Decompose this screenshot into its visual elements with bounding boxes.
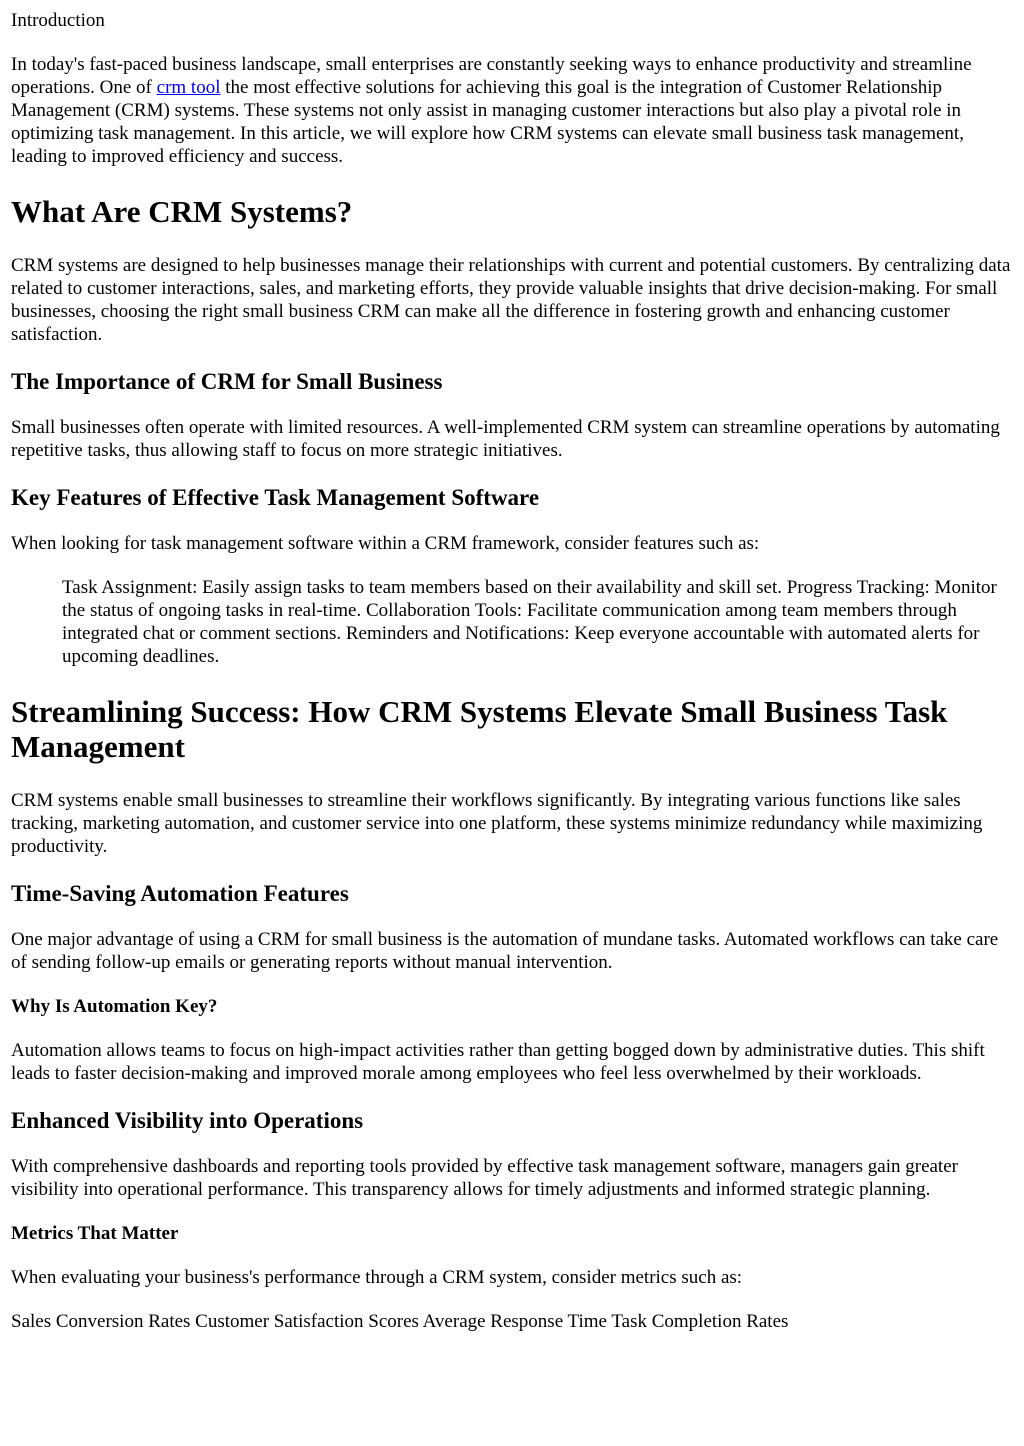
heading-why-automation-key: Why Is Automation Key? — [11, 996, 218, 1017]
heading-streamlining-success: Streamlining Success: How CRM Systems Elevate Small Business Task Management — [11, 694, 948, 764]
paragraph-streamlining-success: CRM systems enable small businesses to streamline their workflows significantly. By integrating various functions like sales tracking, marketing automation, and customer service into one platform, these systems minimize redundancy while maximizing productivity. — [11, 790, 983, 857]
paragraph-importance-of-crm: Small businesses often operate with limited resources. A well-implemented CRM system can streamline operations by automating repetitive tasks, thus allowing staff to focus on more strategic initiatives. — [11, 417, 1000, 461]
paragraph-enhanced-visibility: With comprehensive dashboards and reporting tools provided by effective task management software, managers gain greater visibility into operational performance. This transparency allows for timely adjustments and informed strategic planning. — [11, 1156, 958, 1200]
intro-label: Introduction — [11, 10, 105, 31]
heading-metrics-that-matter: Metrics That Matter — [11, 1223, 179, 1244]
paragraph-time-saving-automation: One major advantage of using a CRM for small business is the automation of mundane tasks. Automated workflows can take care of sending follow-up emails or generating reports without manual intervention. — [11, 929, 999, 973]
heading-key-features: Key Features of Effective Task Management Software — [11, 485, 540, 510]
paragraph-what-are-crm-systems: CRM systems are designed to help businesses manage their relationships with current and potential customers. By centralizing data related to customer interactions, sales, and marketing efforts, they provide valuable insights that drive decision-making. For small businesses, choosing the right small business CRM can make all the difference in fostering growth and enhancing customer satisfaction. — [11, 255, 1011, 345]
intro-text-after-link: the most effective solutions for achieving this goal is the integration of Customer Relationship Management (CRM) systems. These systems not only assist in managing customer interactions but also play a pivotal role in optimizing task management. In this article, we will explore how CRM systems can elevate small business task management, leading to improved efficiency and success. — [11, 77, 964, 167]
paragraph-metrics-that-matter: When evaluating your business's performance through a CRM system, consider metrics such as: — [11, 1267, 743, 1288]
heading-time-saving-automation: Time-Saving Automation Features — [11, 881, 349, 906]
intro-text-before-link: In today's fast-paced business landscape, small enterprises are constantly seeking ways to enhance productivity and streamline operations. One of — [11, 54, 972, 98]
paragraph-key-features: When looking for task management software within a CRM framework, consider features such as: — [11, 533, 760, 554]
paragraph-why-automation-key: Automation allows teams to focus on high-impact activities rather than getting bogged down by administrative duties. This shift leads to faster decision-making and improved morale among employees who feel less overwhelmed by their workloads. — [11, 1040, 985, 1084]
heading-enhanced-visibility: Enhanced Visibility into Operations — [11, 1108, 364, 1133]
metrics-list-line: Sales Conversion Rates Customer Satisfaction Scores Average Response Time Task Completion Rates — [11, 1311, 789, 1332]
heading-what-are-crm-systems: What Are CRM Systems? — [11, 194, 353, 229]
features-blockquote: Task Assignment: Easily assign tasks to team members based on their availability and skill set. Progress Tracking: Monitor the status of ongoing tasks in real-time. Collaboration Tools: Facilitate communication among team members through integrated chat or comment sections. Reminders and Notifications: Keep everyone accountable with automated alerts for upcoming deadlines. — [62, 577, 997, 667]
crm-tool-link[interactable]: crm tool — [156, 77, 221, 98]
heading-importance-of-crm: The Importance of CRM for Small Business — [11, 369, 443, 394]
intro-paragraph — [11, 53, 1012, 168]
